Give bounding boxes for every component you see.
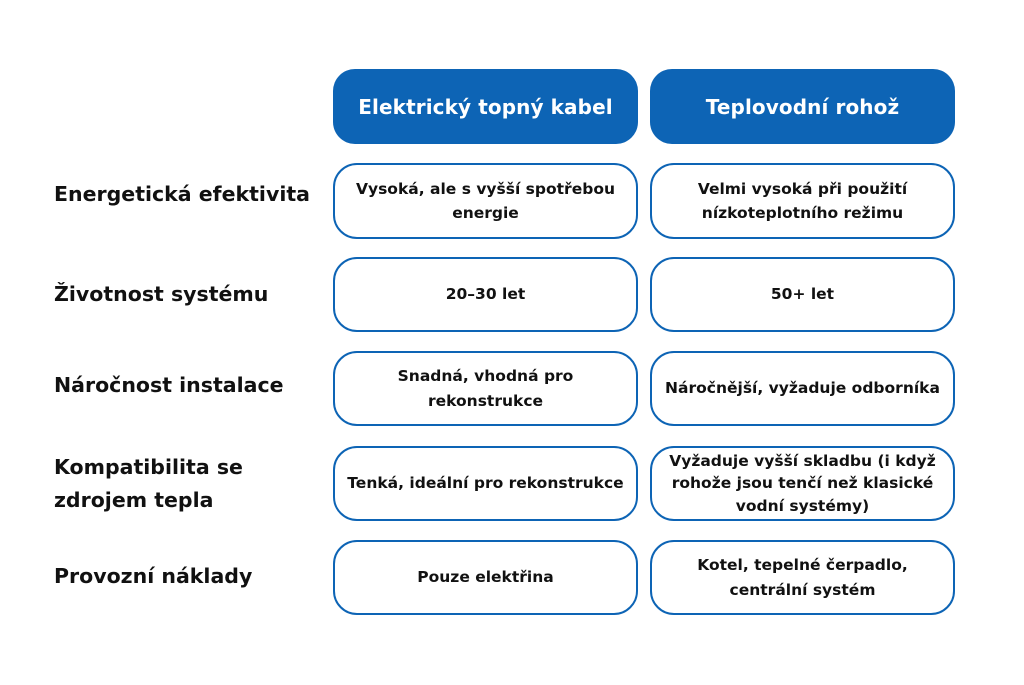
cell-compatibility-hydronic: Vyžaduje vyšší skladbu (i když rohože jsou tenčí než klasické vodní systémy) — [650, 446, 955, 521]
cell-installation-hydronic: Náročnější, vyžaduje odborníka — [650, 351, 955, 426]
cell-installation-electric: Snadná, vhodná pro rekonstrukce — [333, 351, 638, 426]
row-label-compatibility: Kompatibilita se zdrojem tepla — [54, 455, 243, 512]
header-hydronic-mat: Teplovodní rohož — [650, 69, 955, 144]
cell-operating-costs-hydronic: Kotel, tepelné čerpadlo, centrální systém — [650, 540, 955, 615]
row-label-installation: Náročnost instalace — [54, 372, 284, 397]
cell-compatibility-electric: Tenká, ideální pro rekonstrukce — [333, 446, 638, 521]
cell-lifespan-electric: 20–30 let — [333, 257, 638, 332]
row-label-operating-costs: Provozní náklady — [54, 563, 253, 588]
cell-energy-efficiency-electric: Vysoká, ale s vyšší spotřebou energie — [333, 163, 638, 239]
row-label-energy-efficiency: Energetická efektivita — [54, 181, 310, 206]
cell-operating-costs-electric: Pouze elektřina — [333, 540, 638, 615]
header-electric-cable: Elektrický topný kabel — [333, 69, 638, 144]
cell-lifespan-hydronic: 50+ let — [650, 257, 955, 332]
cell-energy-efficiency-hydronic: Velmi vysoká při použití nízkoteplotního režimu — [650, 163, 955, 239]
row-label-lifespan: Životnost systému — [54, 281, 269, 306]
